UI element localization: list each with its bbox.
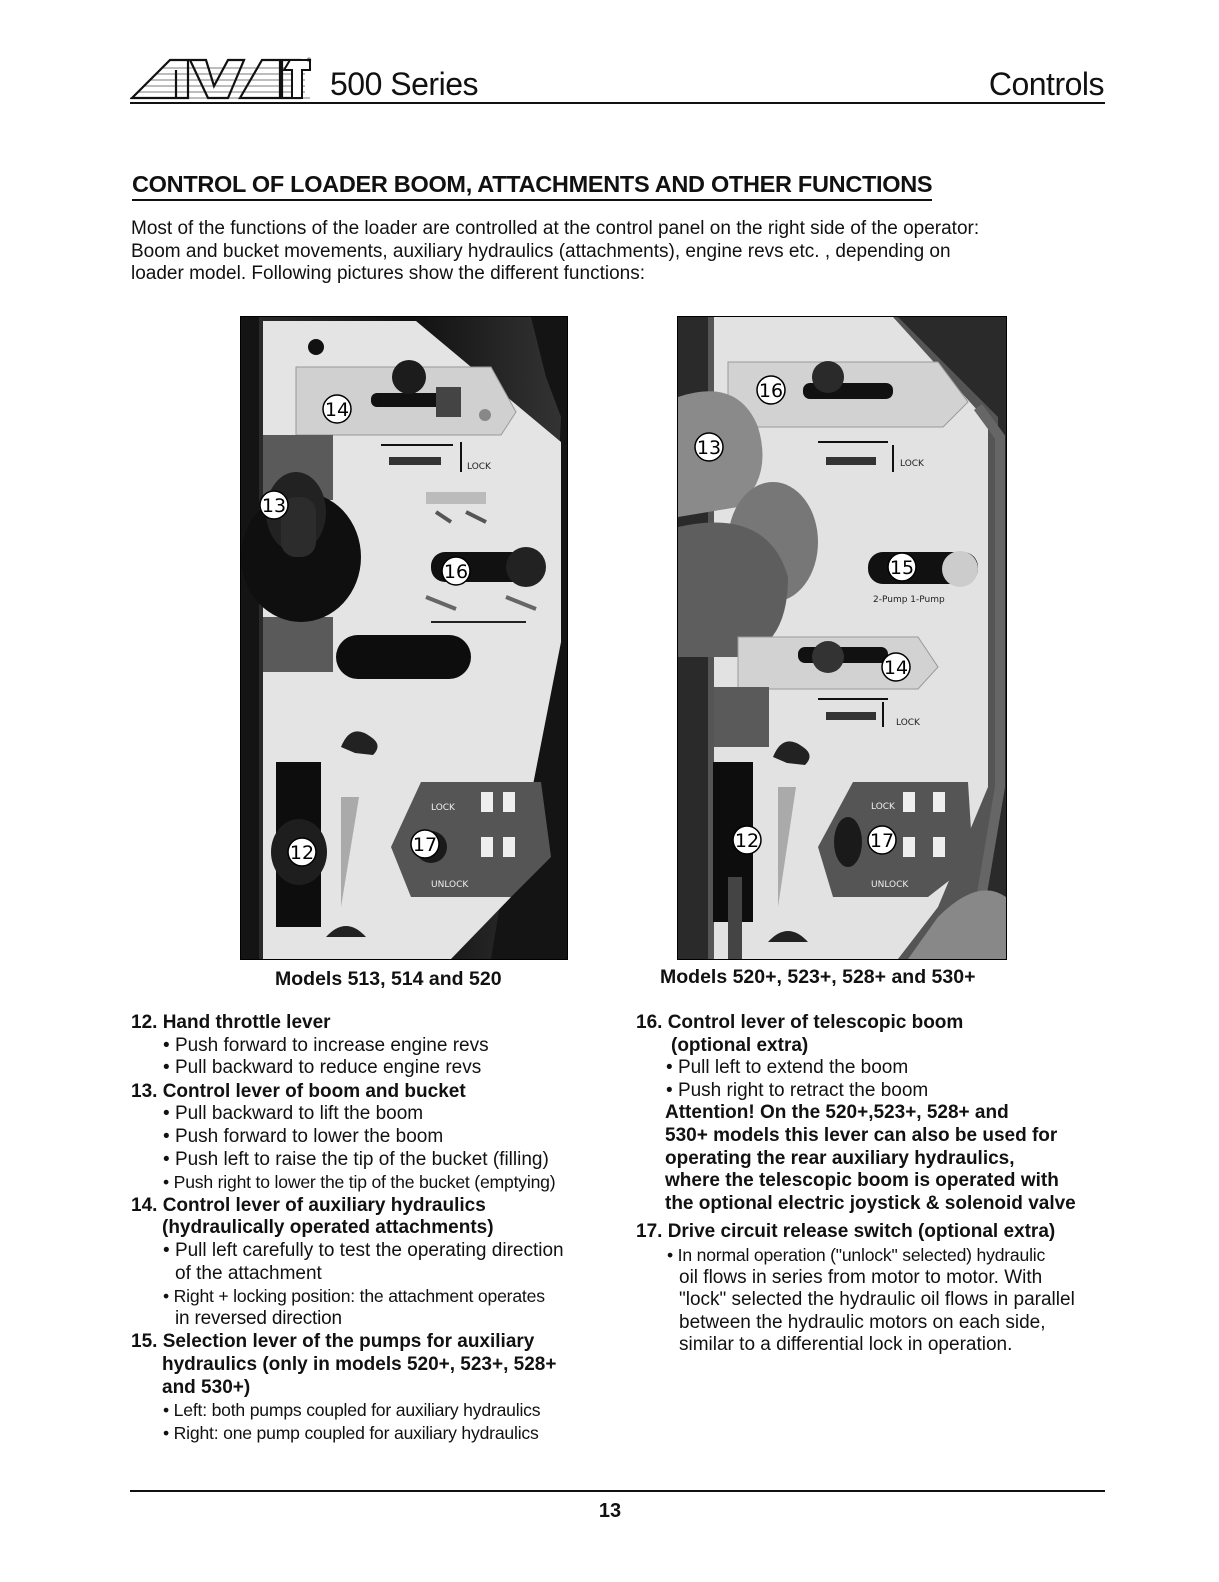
panel-text: LOCK	[431, 803, 455, 813]
list-item: • Push left to raise the tip of the bucket (filling)	[163, 1148, 549, 1170]
item-title	[636, 1012, 1116, 1057]
list-item-text: Push forward to increase engine revs	[174, 1034, 489, 1056]
attention-note	[636, 1102, 1116, 1215]
list-item-text: Push left to raise the tip of the bucket (filling)	[174, 1148, 549, 1170]
label-14-marker	[323, 395, 351, 423]
photo-caption-left: Models 513, 514 and 520	[275, 968, 502, 990]
avant-logo	[130, 56, 312, 100]
list-item-text: Push forward to lower the boom	[174, 1125, 444, 1147]
control-item-16	[636, 1012, 1116, 1215]
header-divider	[130, 102, 1105, 104]
svg-text:®: ®	[306, 57, 312, 64]
intro-line: loader model. Following pictures show the different functions:	[131, 263, 645, 284]
label-13-marker	[260, 491, 288, 519]
controls-list-right	[636, 1012, 1116, 1358]
section-title: Controls	[988, 66, 1104, 102]
item-title	[131, 1195, 611, 1240]
control-panel-photo-right	[677, 316, 1007, 960]
label-16: 16	[443, 561, 469, 583]
list-item-continuation: between the hydraulic motors on each side,	[679, 1311, 1046, 1333]
list-item-text: Right: one pump coupled for auxiliary hydraulics	[173, 1422, 539, 1443]
label-13: 13	[261, 495, 287, 517]
footer-divider	[130, 1490, 1105, 1492]
intro-line: Most of the functions of the loader are controlled at the control panel on the right side of the operator:	[131, 218, 980, 239]
list-item: • Push right to retract the boom	[666, 1079, 929, 1101]
label-17-marker	[411, 830, 439, 858]
attention-line: Attention! On the 520+,523+, 528+ and	[665, 1102, 1009, 1124]
label-13: 13	[696, 437, 722, 459]
list-item: • Pull backward to lift the boom	[163, 1103, 424, 1125]
label-17: 17	[412, 834, 438, 856]
list-item: • Right + locking position: the attachment operates in reversed direction	[131, 1285, 611, 1330]
panel-text: UNLOCK	[431, 880, 469, 890]
item-title-line: hydraulics (only in models 520+, 523+, 528+	[162, 1353, 557, 1375]
attention-line: where the telescopic boom is operated with	[665, 1170, 1059, 1192]
list-item-continuation: "lock" selected the hydraulic oil flows in parallel	[679, 1289, 1075, 1311]
control-item-14	[131, 1195, 611, 1331]
list-item: • Right: one pump coupled for auxiliary hydraulics	[163, 1422, 539, 1443]
list-item: • Left: both pumps coupled for auxiliary hydraulics	[163, 1400, 541, 1421]
label-12: 12	[734, 830, 760, 852]
item-title-line: and 530+)	[162, 1376, 251, 1398]
label-12: 12	[289, 842, 315, 864]
control-item-15	[131, 1331, 611, 1444]
item-title: 17. Drive circuit release switch (optional extra)	[636, 1221, 1056, 1243]
list-item-text: Pull left carefully to test the operating direction	[174, 1239, 564, 1261]
list-item: • Push forward to increase engine revs	[163, 1034, 489, 1056]
list-item-text: Pull backward to lift the boom	[174, 1103, 424, 1125]
list-item-text: of the attachment	[175, 1262, 322, 1284]
list-item-text: Pull backward to reduce engine revs	[174, 1057, 482, 1079]
item-title: 13. Control lever of boom and bucket	[131, 1080, 466, 1102]
controls-list-left	[131, 1012, 611, 1445]
label-12-marker	[733, 826, 761, 854]
label-17-marker	[868, 826, 896, 854]
page-title: CONTROL OF LOADER BOOM, ATTACHMENTS AND OTHER FUNCTIONS	[132, 170, 932, 201]
list-item-text: Left: both pumps coupled for auxiliary hydraulics	[173, 1400, 541, 1421]
intro-line: Boom and bucket movements, auxiliary hydraulics (attachments), engine revs etc. , depending on	[131, 240, 951, 262]
photo-caption-right: Models 520+, 523+, 528+ and 530+	[660, 966, 976, 988]
item-title-line: (optional extra)	[671, 1034, 809, 1056]
list-item: • Push right to lower the tip of the bucket (emptying)	[163, 1172, 556, 1193]
control-panel-photo-left	[240, 316, 568, 960]
panel-text: 2-Pump 1-Pump	[873, 595, 945, 605]
list-item-text: Right + locking position: the attachment operates	[173, 1286, 545, 1307]
list-item: • Pull left to extend the boom	[666, 1057, 909, 1079]
item-title: 12. Hand throttle lever	[131, 1012, 331, 1033]
list-item: • Pull backward to reduce engine revs	[163, 1057, 482, 1079]
list-item-text: in reversed direction	[175, 1307, 342, 1329]
list-item-continuation: oil flows in series from motor to motor. With	[679, 1266, 1043, 1288]
attention-line: the optional electric joystick & solenoid valve	[665, 1192, 1076, 1214]
panel-text: UNLOCK	[871, 880, 909, 890]
label-12-marker	[288, 838, 316, 866]
list-item-text: Pull left to extend the boom	[677, 1057, 909, 1079]
label-15-marker	[888, 553, 916, 581]
list-item-continuation: similar to a differential lock in operation.	[679, 1334, 1013, 1356]
list-item-text: In normal operation ("unlock" selected) hydraulic	[677, 1244, 1046, 1265]
page-number: 13	[598, 1500, 622, 1522]
label-16: 16	[758, 380, 784, 402]
list-item-text: Push right to retract the boom	[677, 1079, 929, 1101]
label-15: 15	[889, 557, 915, 579]
attention-line: 530+ models this lever can also be used for	[665, 1124, 1058, 1146]
label-13-marker	[695, 433, 723, 461]
intro-paragraph	[131, 218, 1061, 286]
item-title-line: (hydraulically operated attachments)	[162, 1217, 494, 1239]
control-item-17	[636, 1221, 1116, 1357]
panel-text: LOCK	[896, 718, 920, 728]
item-title-line: 14. Control lever of auxiliary hydraulics	[131, 1194, 486, 1216]
label-14: 14	[324, 399, 350, 421]
control-item-12	[131, 1012, 611, 1080]
list-item-text: Push right to lower the tip of the bucket (emptying)	[173, 1172, 556, 1193]
panel-text: LOCK	[900, 459, 924, 469]
list-item: • In normal operation ("unlock" selected) hydraulic	[667, 1244, 1046, 1265]
item-title-line: 16. Control lever of telescopic boom	[636, 1012, 964, 1033]
list-item: • Pull left carefully to test the operating direction of the attachment	[131, 1240, 611, 1285]
label-14-marker	[882, 653, 910, 681]
panel-text: LOCK	[467, 462, 491, 472]
attention-line: operating the rear auxiliary hydraulics,	[665, 1147, 1015, 1169]
list-item: • Push forward to lower the boom	[163, 1125, 444, 1147]
label-16-marker	[757, 376, 785, 404]
item-title	[131, 1331, 611, 1399]
series-title: 500 Series	[330, 66, 478, 102]
item-title-line: 15. Selection lever of the pumps for auxiliary	[131, 1331, 535, 1353]
label-16-marker	[442, 557, 470, 585]
panel-text: LOCK	[871, 802, 895, 812]
control-item-13	[131, 1081, 611, 1194]
label-14: 14	[883, 657, 909, 679]
label-17: 17	[869, 830, 895, 852]
